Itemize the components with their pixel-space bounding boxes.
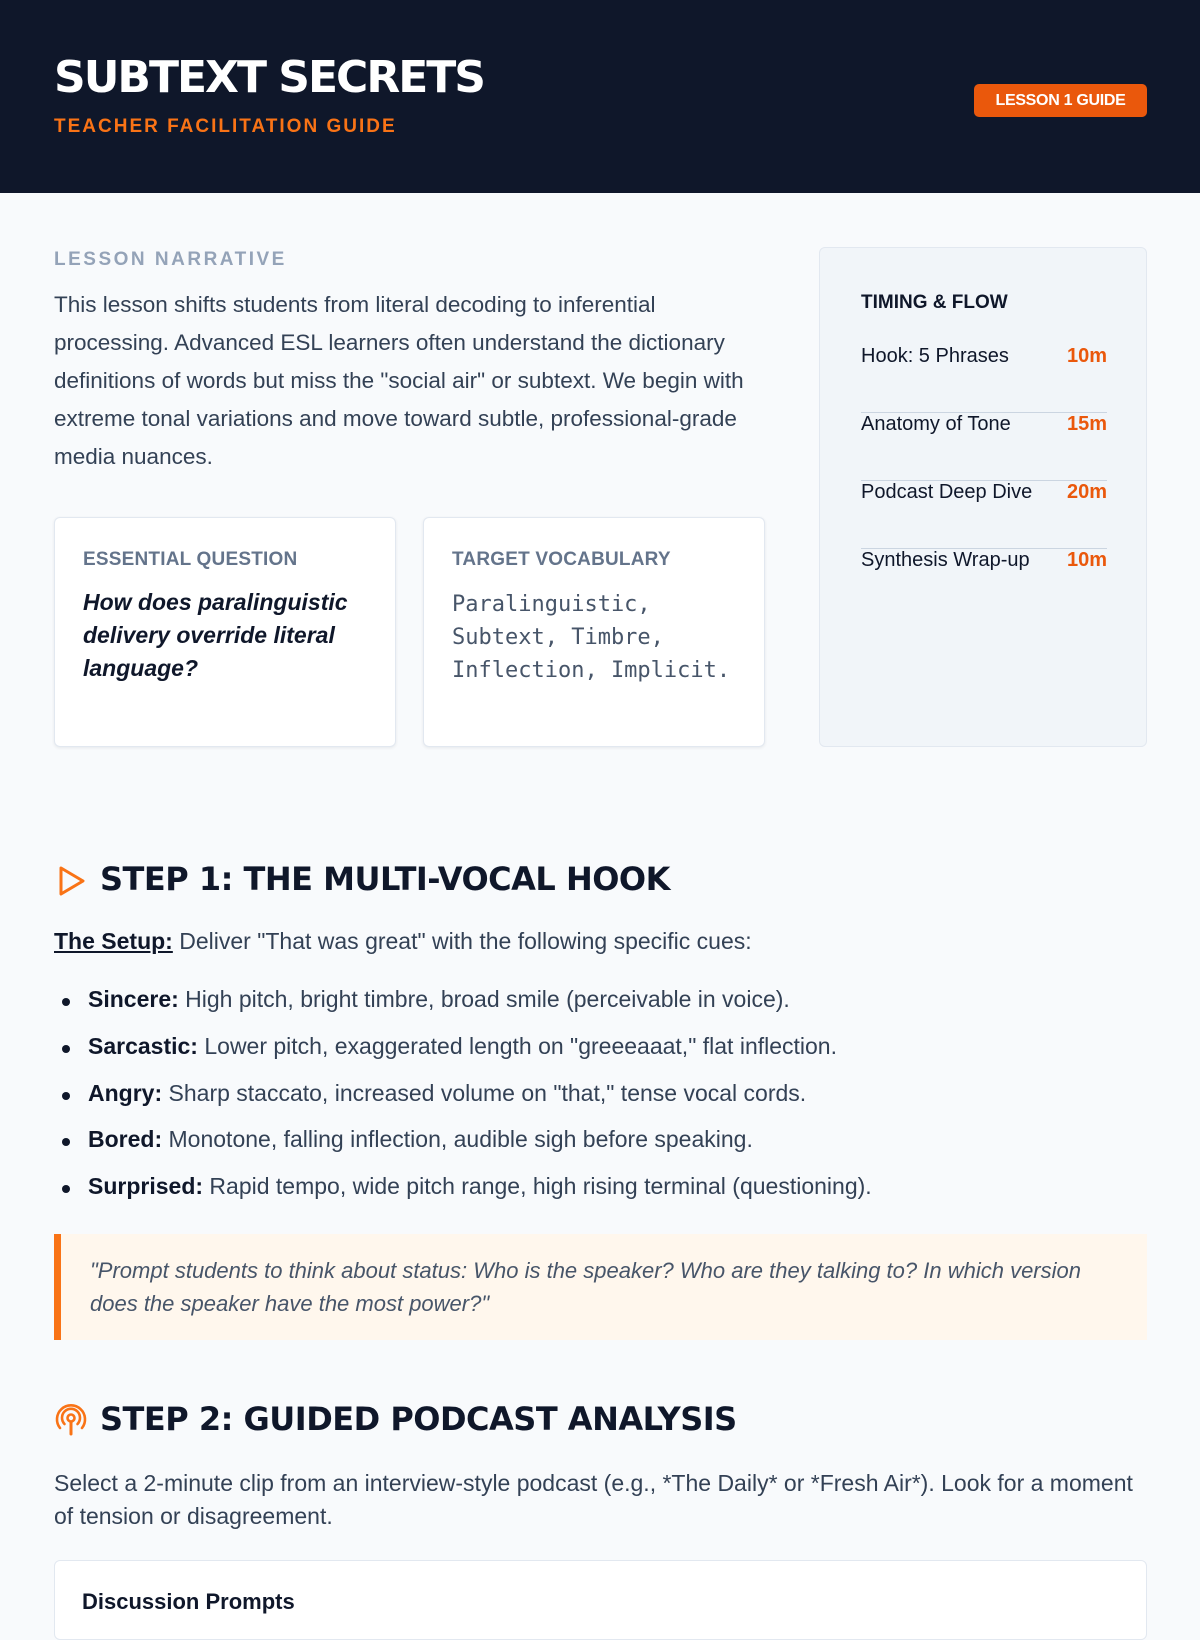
- step1-title: STEP 1: THE MULTI-VOCAL HOOK: [100, 860, 670, 898]
- timing-row: [861, 549, 1107, 617]
- cue-desc: High pitch, bright timbre, broad smile (perceivable in voice).: [178, 986, 790, 1012]
- essential-question-label: ESSENTIAL QUESTION: [83, 549, 298, 570]
- narrative-label: LESSON NARRATIVE: [54, 249, 287, 270]
- timing-duration: 15m: [1066, 413, 1107, 435]
- discussion-prompts-card: [54, 1560, 1147, 1640]
- timing-row: [861, 481, 1107, 549]
- timing-activity: Podcast Deep Dive: [861, 481, 1033, 503]
- podcast-icon: [54, 1404, 88, 1438]
- timing-title: TIMING & FLOW: [861, 292, 1008, 313]
- step2-heading: [54, 1398, 954, 1438]
- list-item: [54, 1080, 872, 1127]
- timing-panel: [819, 247, 1147, 747]
- teacher-prompt-callout: [54, 1234, 1147, 1340]
- step2-title: STEP 2: GUIDED PODCAST ANALYSIS: [100, 1400, 737, 1438]
- callout-text: "Prompt students to think about status: Who is the speaker? Who are they talking to? In which version does the speaker have the most power?": [90, 1258, 1081, 1316]
- cue-desc: Sharp staccato, increased volume on "that," tense vocal cords.: [162, 1079, 807, 1106]
- cue-desc: Monotone, falling inflection, audible sigh before speaking.: [162, 1126, 753, 1153]
- narrative-text: This lesson shifts students from literal decoding to inferential processing. Advanced ESL learners often understand the dictionary definitions of words but miss the "social air" or subtext. We begin with extreme tonal variations and move toward subtle, professional-grade media nuances.: [54, 292, 744, 469]
- vocabulary-label: TARGET VOCABULARY: [452, 549, 671, 570]
- cue-term: Sincere:: [88, 986, 179, 1012]
- list-item: [54, 1173, 872, 1220]
- timing-duration: 10m: [1066, 345, 1107, 367]
- timing-duration: 10m: [1066, 549, 1107, 571]
- cue-term: Angry:: [88, 1079, 163, 1106]
- list-item: [54, 1126, 872, 1173]
- step2-description: Select a 2-minute clip from an interview-style podcast (e.g., *The Daily* or *Fresh Air*). Look for a moment of tension or disagreement.: [54, 1470, 1133, 1529]
- essential-question-text: How does paralinguistic delivery override literal language?: [83, 589, 348, 681]
- vocabulary-card: [423, 517, 765, 747]
- cue-term: Sarcastic:: [88, 1032, 198, 1059]
- lesson-badge: LESSON 1 GUIDE: [974, 84, 1147, 117]
- cue-desc: Rapid tempo, wide pitch range, high rising terminal (questioning).: [203, 1173, 872, 1200]
- timing-duration: 20m: [1066, 481, 1107, 503]
- guide-subtitle: TEACHER FACILITATION GUIDE: [54, 116, 397, 137]
- setup-line: [54, 928, 752, 955]
- page-header: [0, 0, 1200, 193]
- timing-activity: Hook: 5 Phrases: [861, 345, 1009, 367]
- play-icon: [54, 864, 88, 898]
- cue-list: [54, 986, 872, 1220]
- timing-row: [861, 345, 1107, 413]
- cue-term: Bored:: [88, 1126, 163, 1153]
- discussion-prompts-title: Discussion Prompts: [82, 1589, 295, 1614]
- guide-title: SUBTEXT SECRETS: [54, 52, 484, 103]
- timing-activity: Anatomy of Tone: [861, 413, 1011, 435]
- step1-heading: [54, 858, 854, 898]
- list-item: [54, 986, 872, 1033]
- vocabulary-text: Paralinguistic, Subtext, Timbre, Inflection, Implicit.: [452, 592, 731, 683]
- cue-desc: Lower pitch, exaggerated length on "greeeaaat," flat inflection.: [197, 1032, 837, 1059]
- timing-activity: Synthesis Wrap-up: [861, 549, 1030, 571]
- timing-row: [861, 413, 1107, 481]
- setup-label: The Setup:: [54, 928, 173, 954]
- essential-question-card: [54, 517, 396, 747]
- cue-term: Surprised:: [88, 1173, 204, 1200]
- list-item: [54, 1033, 872, 1080]
- setup-text: Deliver "That was great" with the following specific cues:: [172, 928, 752, 954]
